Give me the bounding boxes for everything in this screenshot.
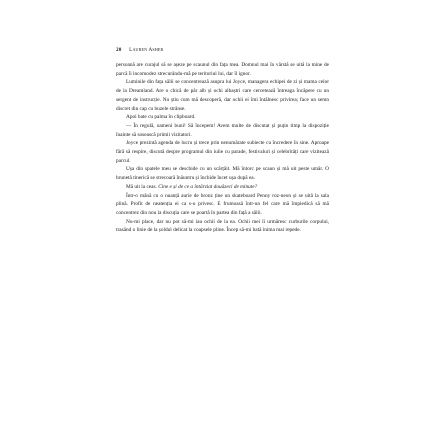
paragraph: — În regulă, oameni buni! Să începem! Avem multe de discutat și puțin timp la dispoziție înainte să sosească primii vizitatori.: [116, 122, 329, 138]
paragraph: Mă uit la ceas. Cine e și de ce a întârziat douăzeci de minute?: [126, 183, 258, 190]
paragraph: Luminile din fața sălii se concentrează asupra lui Joyce, managera echipei de zi și mama celor de la Dreamland. Are o chică de păr alb și ochi albaștri care cercetează întreaga încăpere cu un sergent de instrucție. Nu știu cum mă descoperă, dar ochii ei îmi întâlnesc privirea; face un semn discret din cap cu buzele strânse.: [116, 79, 329, 112]
body-text: [116, 61, 329, 235]
paragraph: Ușa din spatele meu se deschide cu un scârțâit. Mă întorc pe scaun și mă uit peste umăr. O brunetă tinerică se strecoară înăuntru și închide încet ușa după ea.: [116, 166, 329, 182]
paragraph: Într-o mână cu o nuanță aurie de bronz ține un skateboard Penny roz-neon și se uită la sala plină. Profit de neatenția ei ca s-o privesc. E frumoasă într-un fel care mă împiedică să mă concentrez din nou la discuția care se poartă în partea din față a sălii.: [116, 192, 329, 216]
paragraph: Joyce prezintă agenda de lucru și trece prin nenumărate subiecte cu încredere în sine. Aproape fără să respire, discută despre programul din iulie cu parade, festivaluri și celebrități care vizitează parcul.: [116, 140, 329, 164]
running-head: [116, 47, 163, 53]
page-number: 20: [116, 47, 122, 53]
paragraph: Apoi bate cu palma în clipboard.: [126, 114, 196, 121]
header-author: Lauren Asher: [129, 47, 164, 53]
paragraph: persoană are curajul să se așeze pe scaunul din fața mea. Domnul mai în vârstă se uită la mine de parcă îi incomodez strecurându-mă pe teritoriul lui, dar îl ignor.: [116, 62, 329, 77]
paragraph: Nu-mi place, dar nu pot să-mi iau ochii de la ea. Ochii mei îi urmăresc curburile corpului, trasând o linie de la șoldul delicat la coapsele pline. Încep să-mi bată inima mai repede.: [116, 218, 329, 234]
